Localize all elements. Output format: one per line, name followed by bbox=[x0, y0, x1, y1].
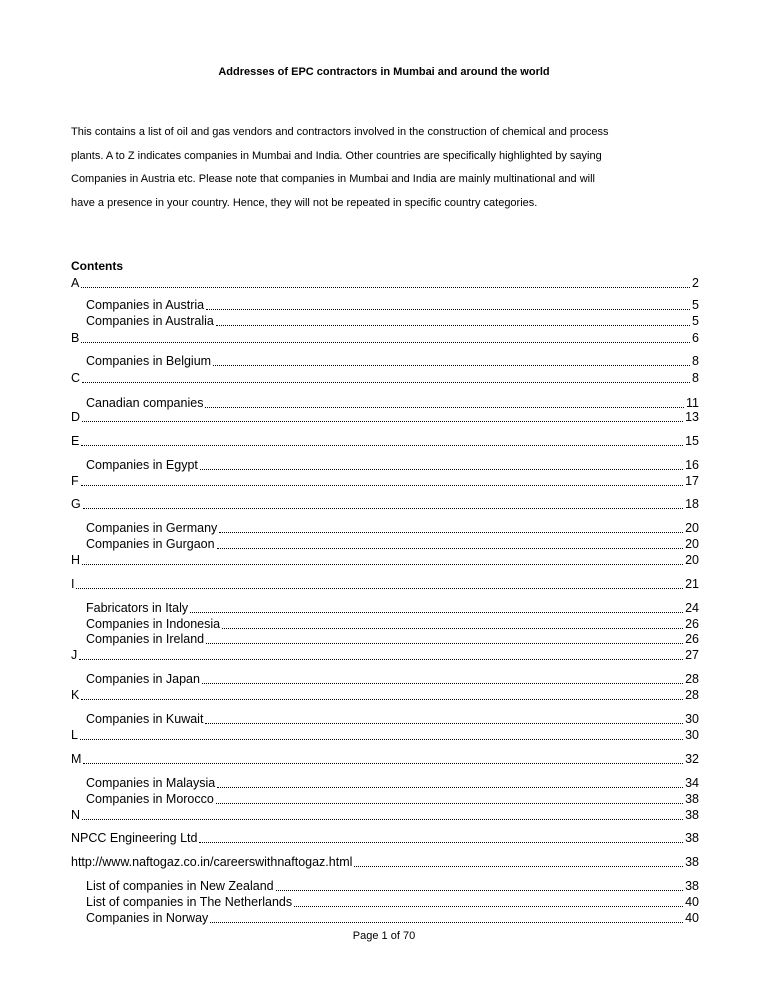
toc-leader-dots bbox=[80, 728, 683, 740]
toc-entry[interactable] bbox=[86, 458, 699, 473]
toc-leader-dots bbox=[81, 276, 690, 288]
intro-line: This contains a list of oil and gas vendors and contractors involved in the construction of chemical and process bbox=[71, 126, 609, 138]
toc-entry[interactable] bbox=[86, 354, 699, 369]
toc-entry-label: K bbox=[71, 688, 80, 702]
toc-entry-page: 2 bbox=[692, 276, 699, 290]
toc-entry-label: Companies in Gurgaon bbox=[86, 537, 215, 551]
toc-entry-label: Companies in Morocco bbox=[86, 792, 214, 806]
toc-entry-page: 40 bbox=[685, 895, 699, 909]
toc-leader-dots bbox=[222, 617, 683, 629]
toc-entry-page: 20 bbox=[685, 537, 699, 551]
toc-entry[interactable] bbox=[86, 879, 699, 894]
toc-entry-label: L bbox=[71, 728, 78, 742]
toc-entry[interactable] bbox=[71, 577, 699, 592]
toc-entry-page: 38 bbox=[685, 879, 699, 893]
toc-entry-label: Companies in Ireland bbox=[86, 632, 205, 646]
toc-entry[interactable] bbox=[71, 688, 699, 703]
toc-leader-dots bbox=[217, 537, 684, 549]
toc-entry[interactable] bbox=[71, 831, 699, 846]
toc-leader-dots bbox=[294, 895, 683, 907]
toc-leader-dots bbox=[83, 497, 683, 509]
toc-leader-dots bbox=[276, 879, 683, 891]
toc-entry[interactable] bbox=[71, 331, 699, 346]
intro-line: plants. A to Z indicates companies in Mumbai and India. Other countries are specifically highlighted by saying bbox=[71, 149, 602, 162]
toc-entry[interactable] bbox=[86, 537, 699, 552]
toc-entry-page: 21 bbox=[685, 577, 699, 591]
toc-entry-page: 16 bbox=[685, 458, 699, 472]
toc-leader-dots bbox=[76, 577, 683, 589]
toc-entry-page: 5 bbox=[692, 298, 699, 312]
toc-entry[interactable] bbox=[71, 728, 699, 743]
toc-entry-label: Companies in Austria bbox=[86, 298, 205, 312]
toc-entry-label: List of companies in The Netherlands bbox=[86, 895, 293, 909]
toc-leader-dots bbox=[206, 298, 690, 310]
toc-leader-dots bbox=[206, 632, 683, 644]
toc-entry[interactable] bbox=[71, 648, 699, 663]
toc-entry[interactable] bbox=[71, 808, 699, 823]
toc-entry[interactable] bbox=[86, 521, 699, 536]
toc-leader-dots bbox=[200, 458, 683, 470]
toc-leader-dots bbox=[81, 434, 683, 446]
toc-entry[interactable] bbox=[86, 792, 699, 807]
toc-entry-page: 24 bbox=[685, 601, 699, 615]
toc-entry-page: 18 bbox=[685, 497, 699, 511]
page-footer: Page 1 of 70 bbox=[352, 930, 416, 942]
toc-entry[interactable] bbox=[86, 776, 699, 791]
toc-entry-page: 8 bbox=[692, 354, 699, 368]
toc-entry-label: http://www.naftogaz.co.in/careerswithnaftogaz.html bbox=[71, 855, 353, 869]
toc-entry-page: 28 bbox=[685, 688, 699, 702]
toc-entry-page: 30 bbox=[685, 728, 699, 742]
intro-paragraph bbox=[71, 121, 696, 215]
toc-entry[interactable] bbox=[86, 298, 699, 313]
toc-leader-dots bbox=[216, 792, 683, 804]
intro-line: have a presence in your country. Hence, they will not be repeated in specific country categories. bbox=[71, 196, 538, 209]
toc-leader-dots bbox=[216, 314, 690, 326]
toc-entry[interactable] bbox=[71, 276, 699, 291]
toc-leader-dots bbox=[79, 648, 683, 660]
toc-entry[interactable] bbox=[71, 497, 699, 512]
toc-entry-label: A bbox=[71, 276, 80, 290]
toc-entry-label: List of companies in New Zealand bbox=[86, 879, 274, 893]
toc-entry-page: 26 bbox=[685, 632, 699, 646]
toc-entry-page: 20 bbox=[685, 553, 699, 567]
toc-entry-page: 8 bbox=[692, 371, 699, 385]
toc-entry-page: 38 bbox=[685, 855, 699, 869]
toc-entry-label: Companies in Japan bbox=[86, 672, 200, 686]
toc-entry-label: F bbox=[71, 474, 79, 488]
toc-entry-page: 38 bbox=[685, 831, 699, 845]
toc-entry-label: D bbox=[71, 410, 81, 424]
toc-entry-label: Companies in Egypt bbox=[86, 458, 198, 472]
toc-entry[interactable] bbox=[71, 855, 699, 870]
toc-entry-page: 32 bbox=[685, 752, 699, 766]
toc-leader-dots bbox=[82, 808, 683, 820]
toc-entry-page: 11 bbox=[686, 396, 699, 410]
toc-leader-dots bbox=[202, 672, 683, 684]
toc-entry[interactable] bbox=[86, 632, 699, 647]
toc-entry-page: 17 bbox=[685, 474, 699, 488]
toc-entry-label: Companies in Germany bbox=[86, 521, 218, 535]
toc-entry-label: Fabricators in Italy bbox=[86, 601, 189, 615]
toc-leader-dots bbox=[213, 354, 690, 366]
toc-entry-page: 38 bbox=[685, 792, 699, 806]
toc-entry[interactable] bbox=[71, 553, 699, 568]
toc-entry-label: Companies in Norway bbox=[86, 911, 209, 925]
toc-entry-page: 15 bbox=[685, 434, 699, 448]
toc-entry[interactable] bbox=[86, 911, 699, 926]
toc-entry[interactable] bbox=[71, 410, 699, 425]
toc-entry-label: G bbox=[71, 497, 81, 511]
toc-entry-label: H bbox=[71, 553, 81, 567]
toc-leader-dots bbox=[82, 410, 683, 422]
toc-entry[interactable] bbox=[86, 314, 699, 329]
toc-entry[interactable] bbox=[71, 474, 699, 489]
toc-entry-label: E bbox=[71, 434, 80, 448]
toc-entry[interactable] bbox=[86, 895, 699, 910]
toc-leader-dots bbox=[205, 396, 684, 408]
toc-leader-dots bbox=[82, 553, 683, 565]
toc-leader-dots bbox=[81, 331, 690, 343]
toc-entry-page: 34 bbox=[685, 776, 699, 790]
toc-leader-dots bbox=[217, 776, 683, 788]
toc-entry-label: Companies in Malaysia bbox=[86, 776, 216, 790]
toc-leader-dots bbox=[83, 752, 683, 764]
toc-entry-label: C bbox=[71, 371, 81, 385]
toc-entry-page: 30 bbox=[685, 712, 699, 726]
toc-entry-page: 38 bbox=[685, 808, 699, 822]
toc-entry-label: N bbox=[71, 808, 81, 822]
toc-entry-label: Companies in Kuwait bbox=[86, 712, 204, 726]
toc-entry-label: I bbox=[71, 577, 75, 591]
document-title: Addresses of EPC contractors in Mumbai and around the world bbox=[218, 66, 550, 78]
toc-leader-dots bbox=[210, 911, 683, 923]
toc-entry-page: 5 bbox=[692, 314, 699, 328]
toc-entry-label: J bbox=[71, 648, 78, 662]
intro-line: Companies in Austria etc. Please note that companies in Mumbai and India are mainly multinational and will bbox=[71, 173, 596, 185]
toc-entry[interactable] bbox=[71, 752, 699, 767]
toc-leader-dots bbox=[82, 371, 690, 383]
toc-leader-dots bbox=[205, 712, 683, 724]
toc-entry-label: B bbox=[71, 331, 80, 345]
toc-entry[interactable] bbox=[86, 601, 699, 616]
toc-leader-dots bbox=[81, 688, 683, 700]
toc-leader-dots bbox=[199, 831, 683, 843]
toc-entry-page: 28 bbox=[685, 672, 699, 686]
toc-entry-page: 27 bbox=[685, 648, 699, 662]
toc-entry-page: 20 bbox=[685, 521, 699, 535]
toc-entry-label: Companies in Indonesia bbox=[86, 617, 221, 631]
contents-heading: Contents bbox=[71, 259, 123, 273]
toc-entry-page: 13 bbox=[685, 410, 699, 424]
toc-entry-label: NPCC Engineering Ltd bbox=[71, 831, 198, 845]
toc-entry-page: 26 bbox=[685, 617, 699, 631]
toc-entry-label: M bbox=[71, 752, 82, 766]
toc-entry[interactable] bbox=[71, 434, 699, 449]
toc-leader-dots bbox=[190, 601, 683, 613]
toc-entry[interactable] bbox=[86, 396, 699, 411]
toc-entry[interactable] bbox=[86, 617, 699, 632]
toc-leader-dots bbox=[81, 474, 683, 486]
toc-leader-dots bbox=[219, 521, 683, 533]
toc-entry-page: 6 bbox=[692, 331, 699, 345]
toc-entry-label: Companies in Belgium bbox=[86, 354, 212, 368]
toc-leader-dots bbox=[354, 855, 683, 867]
toc-entry-label: Companies in Australia bbox=[86, 314, 214, 328]
toc-entry[interactable] bbox=[71, 371, 699, 386]
toc-entry-page: 40 bbox=[685, 911, 699, 925]
toc-entry[interactable] bbox=[86, 672, 699, 687]
toc-entry[interactable] bbox=[86, 712, 699, 727]
toc-entry-label: Canadian companies bbox=[86, 396, 204, 410]
